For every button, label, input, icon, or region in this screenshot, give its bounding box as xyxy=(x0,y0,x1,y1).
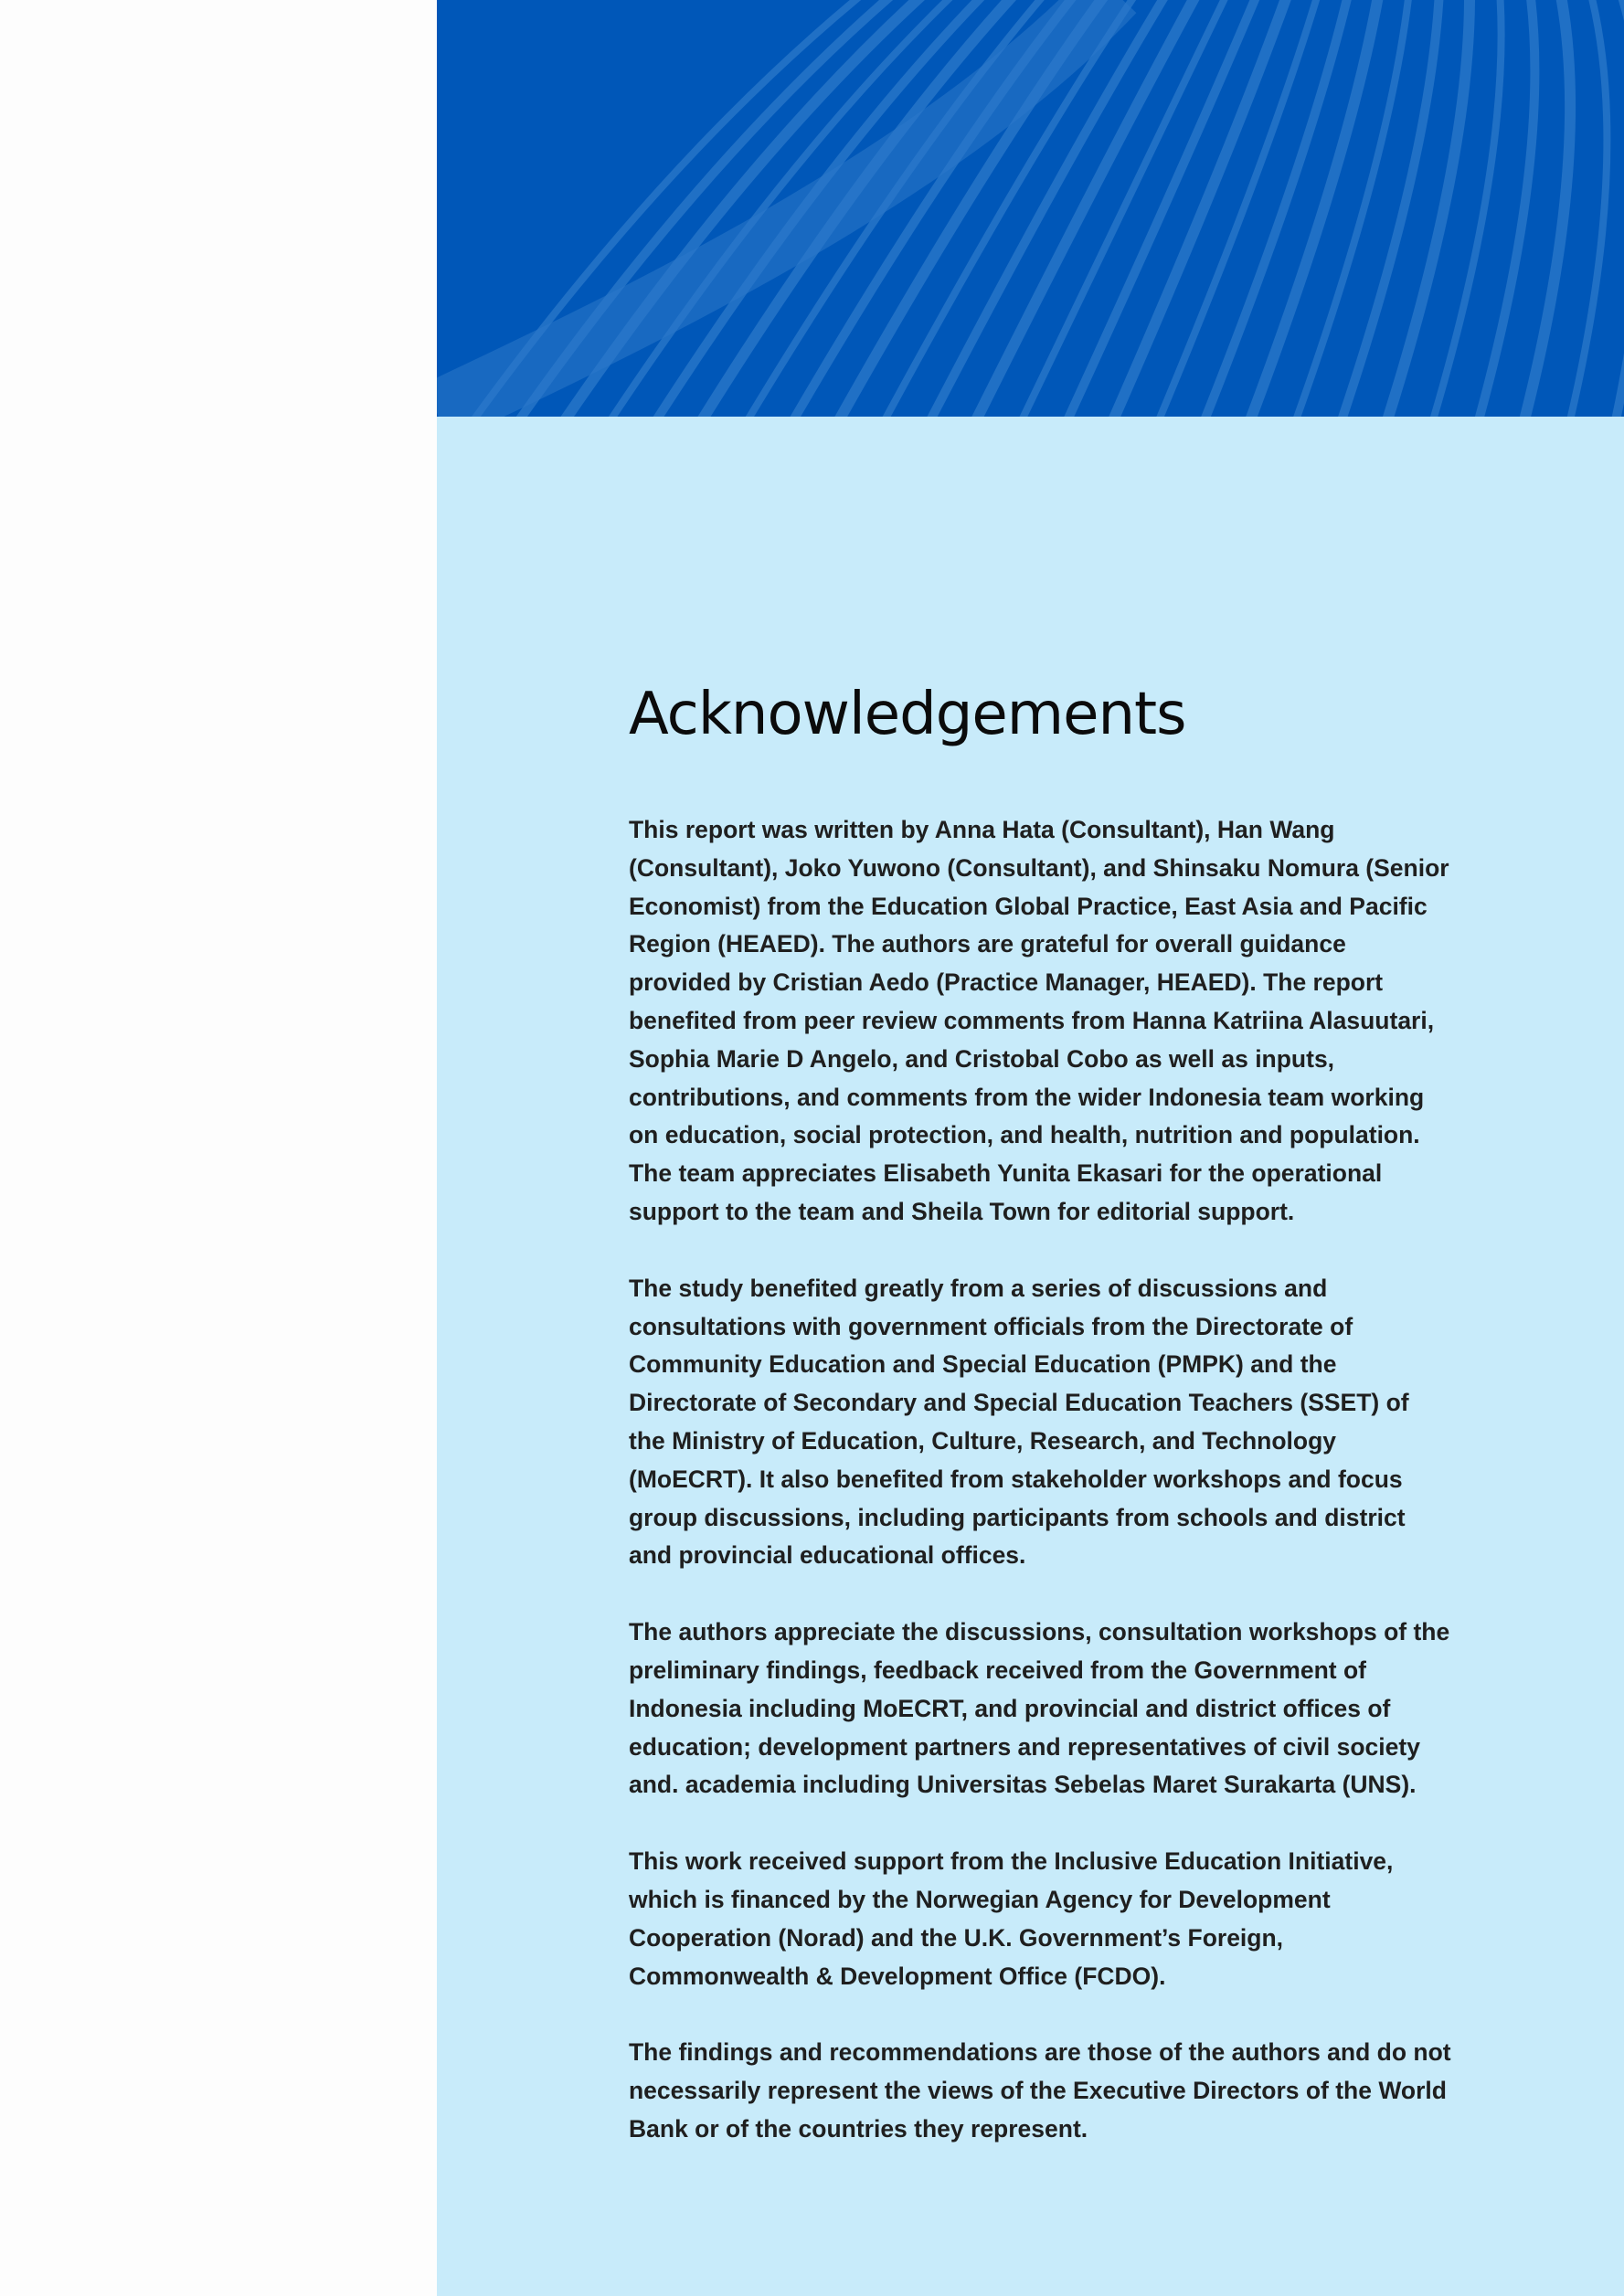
paragraph-disclaimer: The findings and recommendations are those of the authors and do not necessarily represent the views of the Executive Directors of the World Bank or of the countries they represent. xyxy=(629,2038,1451,2143)
paragraph-funding: This work received support from the Inclusive Education Initiative, which is financed by the Norwegian Agency for Development Cooperation (Norad) and the U.K. Government’s Foreign, Commonwealth & Development Office (FCDO). xyxy=(629,1847,1394,1990)
decorative-banner xyxy=(437,0,1624,417)
acknowledgements-body xyxy=(629,811,1451,2187)
banner-stripes-graphic xyxy=(437,0,1624,417)
paragraph-workshops: The authors appreciate the discussions, consultation workshops of the preliminary findings, feedback received from the Government of Indonesia including MoECRT, and provincial and district offices of education; development partners and representatives of civil society and. academia including Universitas Sebelas Maret Surakarta (UNS). xyxy=(629,1618,1450,1799)
paragraph-authors: This report was written by Anna Hata (Consultant), Han Wang (Consultant), Joko Yuwono (Consultant), and Shinsaku Nomura (Senior Economist) from the Education Global Practice, East Asia and Pacific Region (HEAED). The authors are grateful for overall guidance provided by Cristian Aedo (Practice Manager, HEAED). The report benefited from peer review comments from Hanna Katriina Alasuutari, Sophia Marie D Angelo, and Cristobal Cobo as well as inputs, contributions, and comments from the wider Indonesia team working on education, social protection, and health, nutrition and population. The team appreciates Elisabeth Yunita Ekasari for the operational support to the team and Sheila Town for editorial support. xyxy=(629,816,1449,1225)
page-title: Acknowledgements xyxy=(629,681,1186,748)
page-left-margin xyxy=(0,0,437,2296)
paragraph-consultations: The study benefited greatly from a series of discussions and consultations with government officials from the Directorate of Community Education and Special Education (PMPK) and the Directorate of Secondary and Special Education Teachers (SSET) of the Ministry of Education, Culture, Research, and Technology (MoECRT). It also benefited from stakeholder workshops and focus group discussions, including participants from schools and district and provincial educational offices. xyxy=(629,1274,1409,1570)
